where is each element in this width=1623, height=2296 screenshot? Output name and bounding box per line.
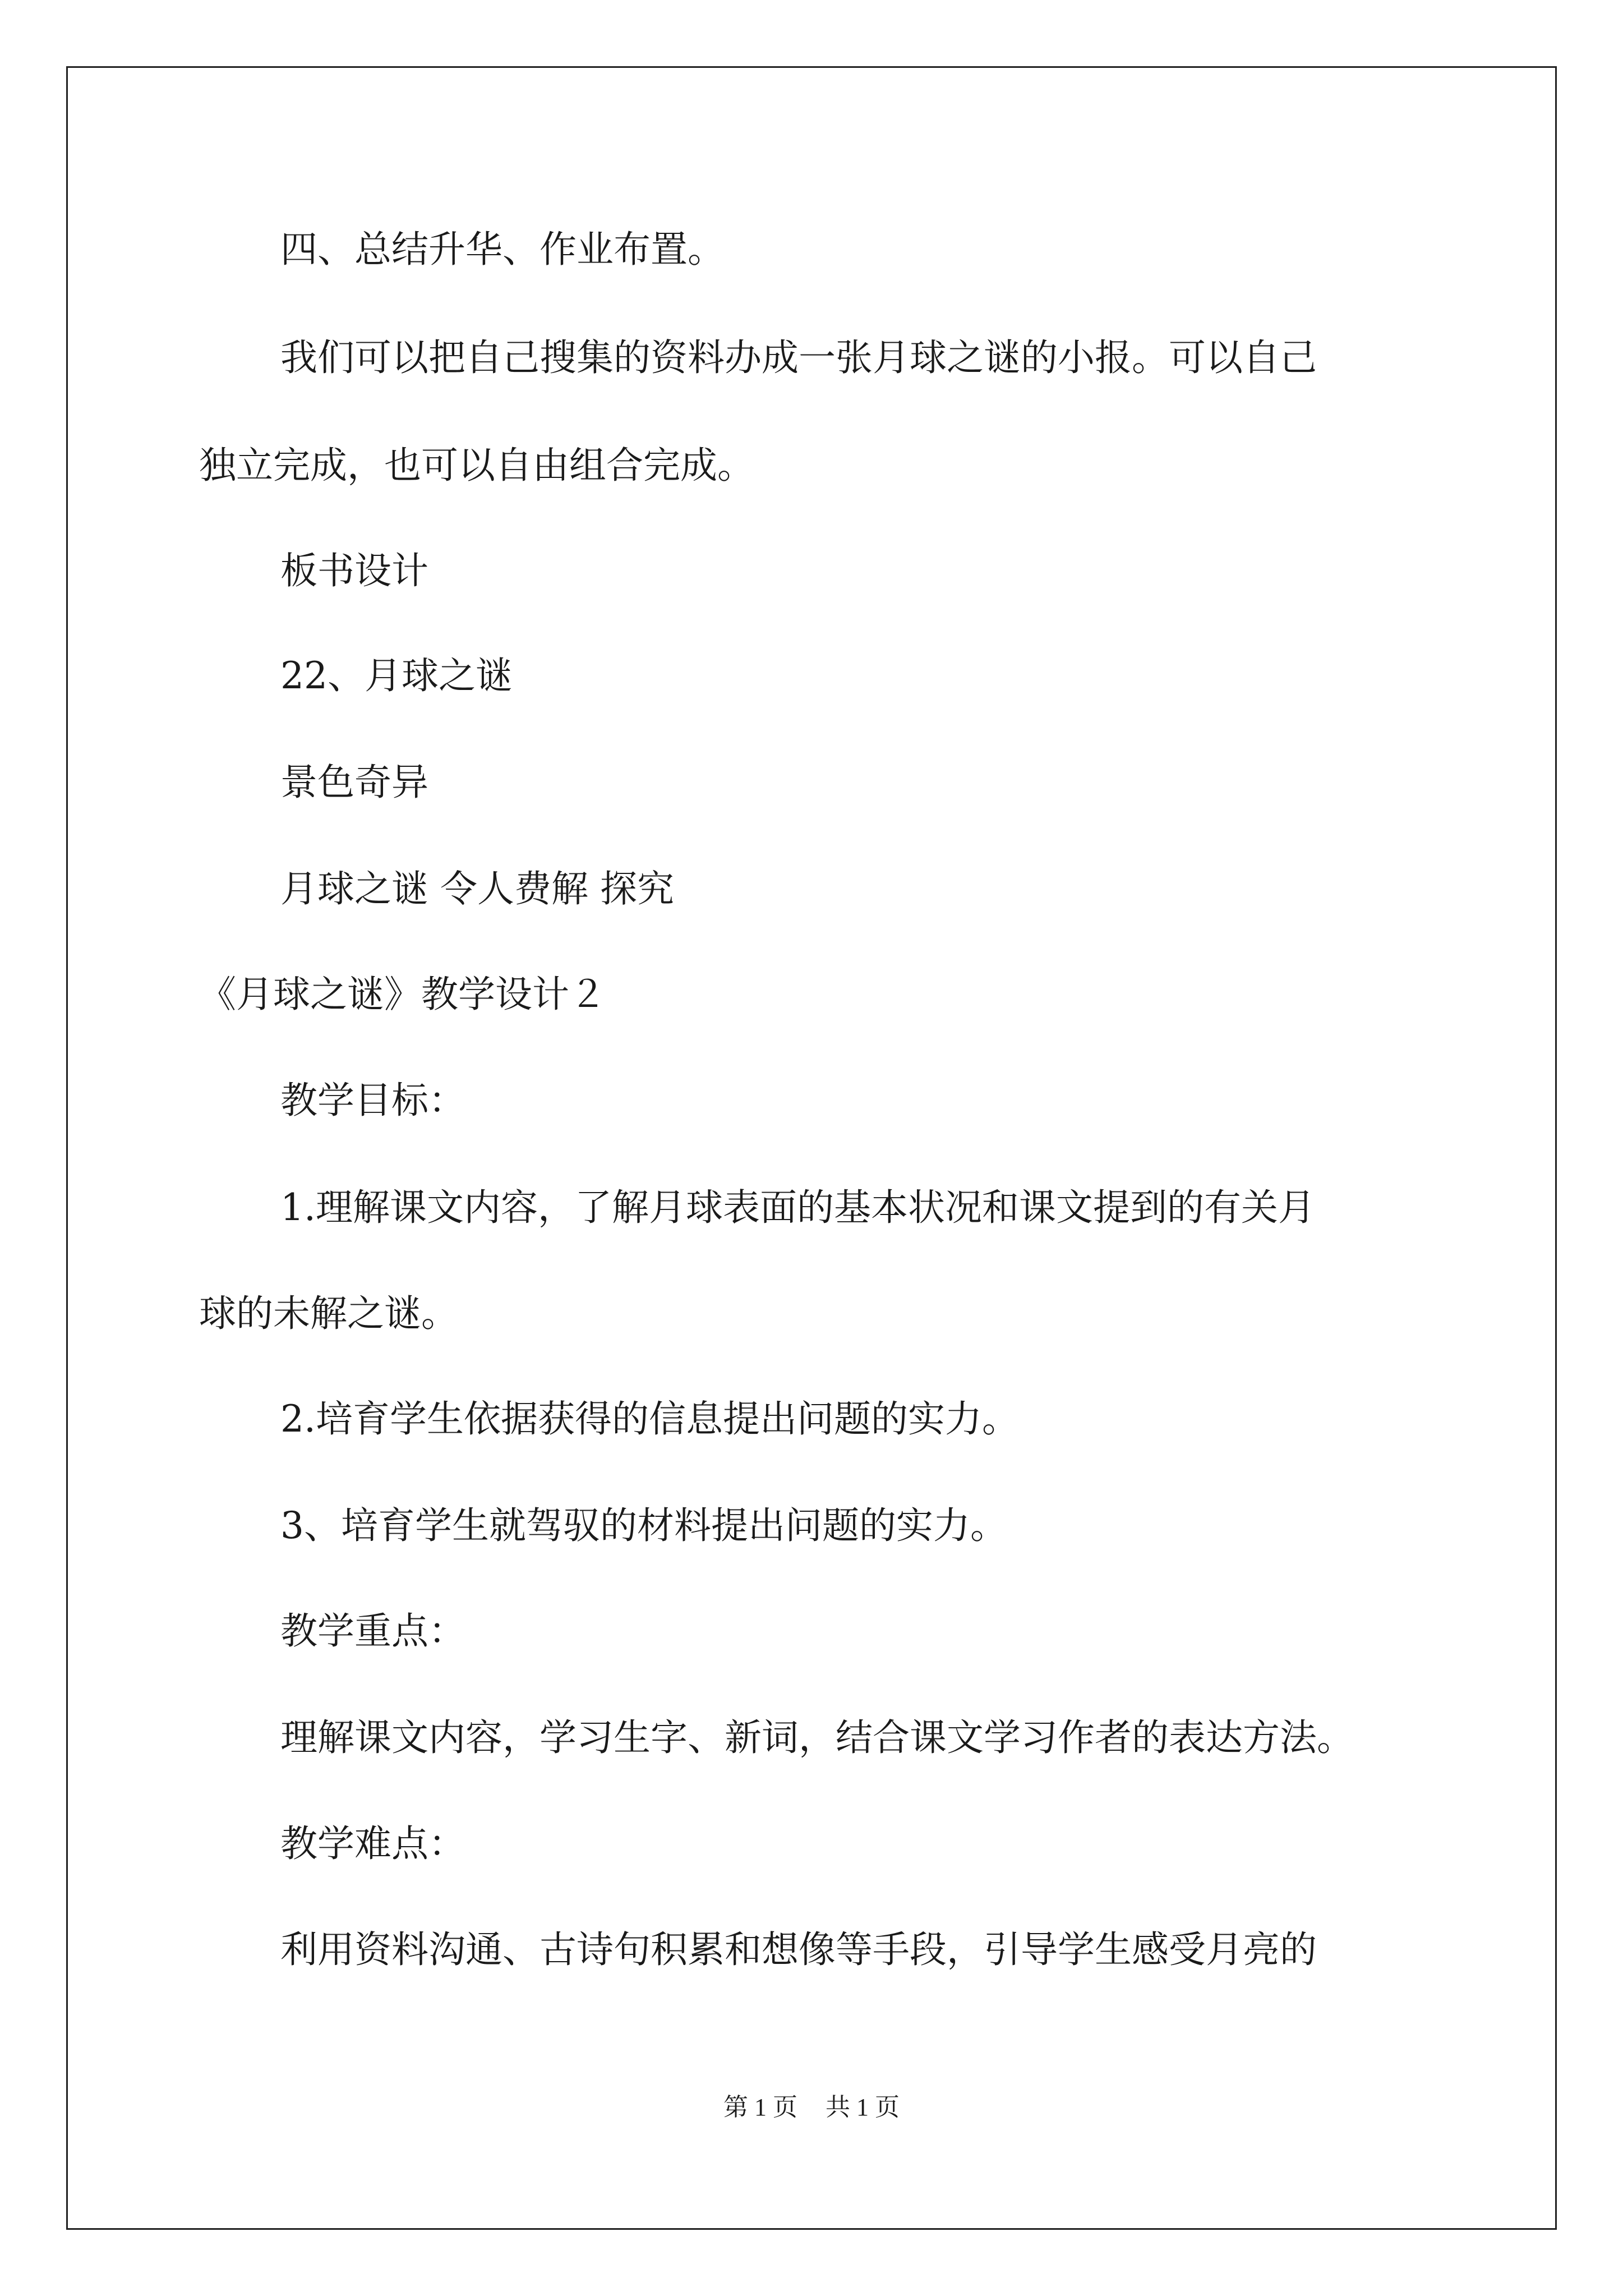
subheading-difficulties: 教学难点： <box>280 1822 465 1865</box>
page-total: 共 1 页 <box>826 2093 900 2121</box>
text-line-difficulties: 利用资料沟通、古诗句积累和想像等手段，引导学生感受月亮的 <box>280 1928 1317 1971</box>
list-item-goal-1-continued: 球的未解之谜。 <box>199 1292 458 1335</box>
text-line-board-design: 板书设计 <box>280 549 428 592</box>
section-heading: 《月球之谜》教学设计２ <box>199 973 606 1016</box>
subheading-key-points: 教学重点： <box>280 1609 465 1653</box>
page-border <box>66 66 1557 2230</box>
text-line-key-points: 理解课文内容，学习生字、新词，结合课文学习作者的表达方法。 <box>280 1716 1354 1759</box>
page-footer <box>0 2087 1623 2123</box>
list-item-goal-3: 3、培育学生就驾驭的材料提出问题的实力。 <box>280 1504 1007 1547</box>
list-item-goal-1: 1.理解课文内容，了解月球表面的基本状况和课文提到的有关月 <box>280 1186 1315 1229</box>
text-line-section-four: 四、总结升华、作业布置。 <box>280 228 725 271</box>
subheading-teaching-goals: 教学目标： <box>280 1079 465 1122</box>
page-number: 第 1 页 <box>723 2093 797 2121</box>
text-line-paragraph: 我们可以把自己搜集的资料办成一张月球之谜的小报。可以自己 <box>280 336 1317 379</box>
text-line-board-item: 月球之谜 令人费解 探究 <box>280 867 674 910</box>
list-item-goal-2: 2.培育学生依据获得的信息提出问题的实力。 <box>280 1397 1019 1441</box>
text-line-lesson-title: 22、月球之谜 <box>280 654 513 697</box>
text-line-paragraph-continued: 独立完成，也可以自由组合完成。 <box>199 444 754 487</box>
text-line-board-item: 景色奇异 <box>280 761 428 804</box>
